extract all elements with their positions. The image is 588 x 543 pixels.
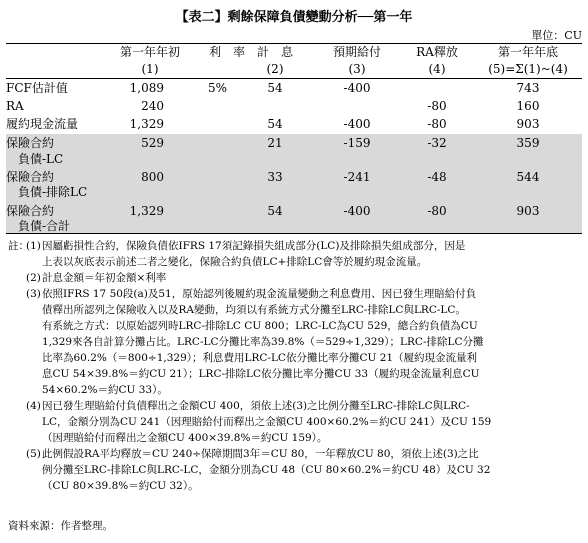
- cell-expected-payment: -400: [343, 117, 371, 131]
- cell-expected-payment: -400: [343, 81, 371, 95]
- note-item: [8, 286, 583, 398]
- note-line: （因理賠給付而釋出之金額CU 400×39.8%＝約CU 159）。: [42, 432, 328, 444]
- note-line: 因屬虧損性合約，保險負債依IFRS 17須記錄損失組成部分(LC)及排除損失組成部分，因是: [42, 240, 466, 252]
- note-line: 1,329來各自計算分攤占比。LRC-LC分攤比率為39.8%（＝529÷1,329）；LRC-排除LC分攤: [42, 336, 484, 348]
- col-header-ra-release-num: (4): [428, 62, 446, 76]
- source-note: 資料來源：作者整理。: [8, 520, 113, 532]
- col-header-year-end: 第一年年底: [497, 45, 558, 59]
- cell-expected-payment: -400: [343, 204, 371, 218]
- note-line: 54×60.2%＝約CU 33）。: [42, 384, 168, 396]
- note-number: (3): [26, 288, 41, 300]
- cell-ra-release: -80: [427, 204, 447, 218]
- unit-label: 單位：CU: [531, 29, 582, 42]
- col-header-expected-payment-num: (3): [348, 62, 366, 76]
- cell-year-start: 529: [141, 136, 164, 150]
- notes-label: 註：: [8, 240, 29, 252]
- row-label: 保險合約: [6, 204, 55, 218]
- note-item: [8, 270, 583, 286]
- col-header-expected-payment: 預期給付: [332, 45, 381, 59]
- row-label-sub: 負債-LC: [18, 152, 64, 166]
- note-item: [8, 238, 583, 270]
- cell-interest: 54: [267, 117, 283, 131]
- cell-year-start: 1,089: [129, 81, 164, 95]
- cell-year-start: 800: [141, 170, 164, 184]
- note-item: [8, 446, 583, 494]
- note-line: 因已發生理賠給付負債釋出之金額CU 400，須依上述(3)之比例分攤至LRC-排除LC與LRC-: [42, 400, 470, 412]
- row-label-sub: 負債-排除LC: [18, 185, 88, 199]
- cell-year-start: 240: [141, 99, 164, 113]
- cell-year-end: 903: [516, 117, 540, 131]
- note-line: 此例假設RA平均釋放＝CU 240÷保障期間3年＝CU 80，一年釋放CU 80，須依上述(3)之比: [42, 448, 479, 460]
- cell-ra-release: -80: [427, 117, 447, 131]
- row-label: 保險合約: [6, 136, 55, 150]
- cell-ra-release: -48: [427, 170, 447, 184]
- note-line: 有系統之方式：以原始認列時LRC-排除LC CU 800；LRC-LC為CU 529，總合約負債為CU: [42, 320, 478, 332]
- row-label-sub: 負債-合計: [18, 219, 71, 233]
- note-line: 例分攤至LRC-排除LC與LRC-LC，金額分別為CU 48（CU 80×60.2%＝約CU 48）及CU 32: [42, 464, 491, 476]
- col-header-year-end-num: (5)=Σ(1)~(4): [488, 62, 568, 76]
- cell-ra-release: -32: [427, 136, 447, 150]
- note-number: (4): [26, 400, 41, 412]
- header-rule: [6, 78, 582, 79]
- note-line: 上表以灰底表示前述二者之變化，保險合約負債LC+排除LC會等於履約現金流量。: [42, 256, 428, 268]
- cell-expected-payment: -159: [343, 136, 371, 150]
- col-header-interest-num: (2): [266, 62, 284, 76]
- cell-year-end: 359: [516, 136, 540, 150]
- col-header-year-start: 第一年年初: [119, 45, 180, 59]
- cell-interest: 21: [267, 136, 283, 150]
- note-line: 計息金額＝年初金額×利率: [42, 272, 167, 284]
- note-number: (1): [26, 240, 41, 252]
- cell-ra-release: -80: [427, 99, 447, 113]
- row-label: 履約現金流量: [6, 117, 79, 131]
- note-line: （CU 80×39.8%＝約CU 32）。: [42, 480, 199, 492]
- cell-interest: 54: [267, 81, 283, 95]
- table-title: 【表二】剩餘保障負債變動分析──第一年: [175, 10, 413, 25]
- cell-year-end: 544: [516, 170, 540, 184]
- notes-section: [8, 238, 583, 494]
- cell-interest: 33: [267, 170, 283, 184]
- note-number: (5): [26, 448, 41, 460]
- note-line: 債釋出所認列之保險收入以及RA變動，均須以有系統方式分攤至LRC-排除LC與LRC-LC。: [42, 304, 466, 316]
- cell-year-end: 160: [516, 99, 540, 113]
- note-number: (2): [26, 272, 41, 284]
- cell-year-end: 743: [516, 81, 540, 95]
- col-header-interest: 利 率 計 息: [208, 45, 293, 59]
- bottom-rule: [6, 233, 582, 234]
- col-header-ra-release: RA釋放: [416, 45, 458, 59]
- col-header-year-start-num: (1): [141, 62, 159, 76]
- note-item: [8, 398, 583, 446]
- note-line: 息CU 54×39.8%＝約CU 21）；LRC-排除LC依分攤比率分攤CU 33（履約現金流量利息CU: [42, 368, 480, 380]
- cell-year-start: 1,329: [129, 117, 164, 131]
- row-label: 保險合約: [6, 170, 55, 184]
- cell-interest: 54: [267, 204, 283, 218]
- note-line: LC，金額分別為CU 241（因理賠給付而釋出之金額CU 400×60.2%＝約CU 241）及CU 159: [42, 416, 492, 428]
- cell-expected-payment: -241: [343, 170, 371, 184]
- cell-year-end: 903: [516, 204, 540, 218]
- cell-rate: 5%: [208, 81, 228, 95]
- cell-year-start: 1,329: [129, 204, 164, 218]
- row-label: FCF估計值: [6, 81, 68, 95]
- row-label: RA: [6, 99, 24, 113]
- note-line: 依照IFRS 17 50段(a)及51，原始認列後履約現金流量變動之利息費用、因已發生理賠給付負: [42, 288, 477, 300]
- note-line: 比率為60.2%（＝800÷1,329）；利息費用LRC-LC依分攤比率分攤CU 21（履約現金流量利: [42, 352, 478, 364]
